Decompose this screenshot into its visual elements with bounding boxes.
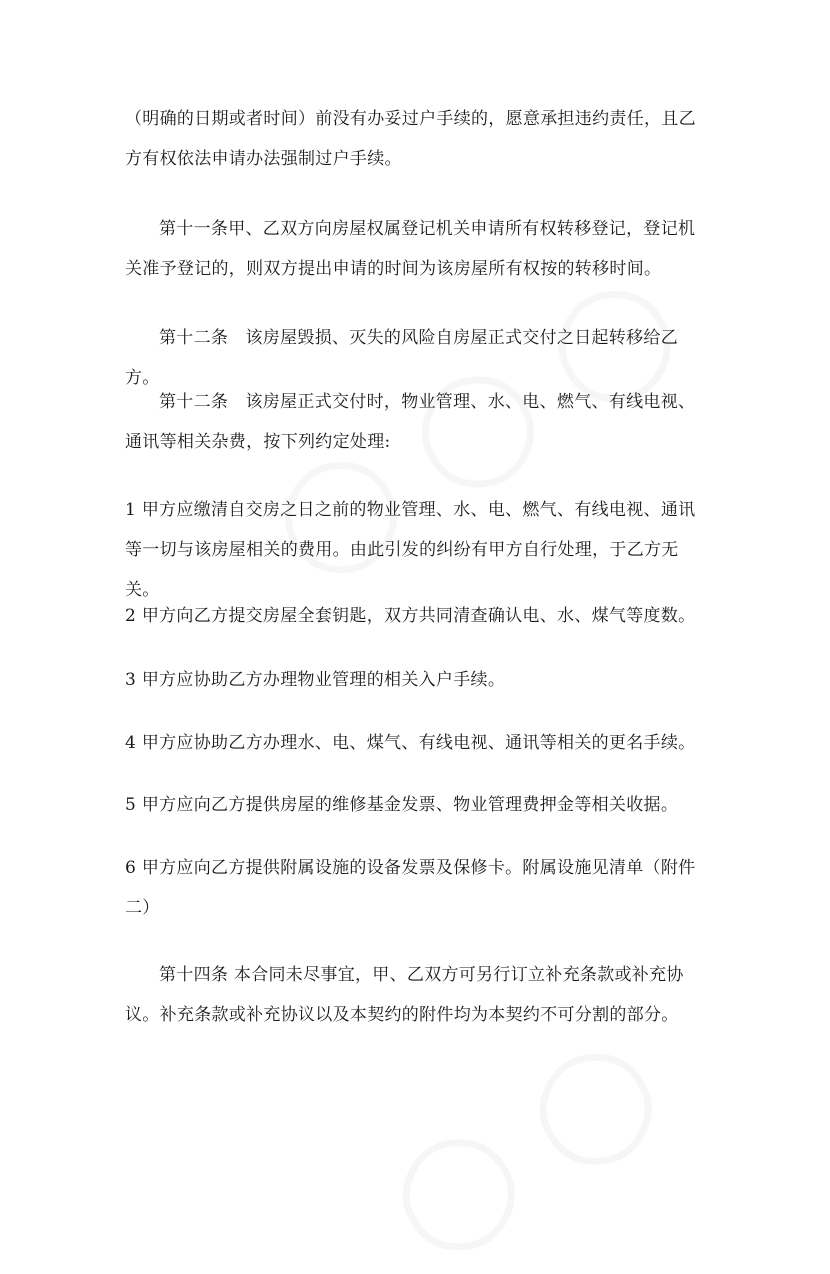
list-item-3: 3 甲方应协助乙方办理物业管理的相关入户手续。 (125, 670, 506, 690)
list-item-5: 5 甲方应向乙方提供房屋的维修基金发票、物业管理费押金等相关收据。 (125, 795, 679, 815)
paragraph-article-12-risk: 第十二条 该房屋毁损、灭失的风险自房屋正式交付之日起转移给乙方。 (125, 328, 678, 388)
paragraph-article-11: 第十一条甲、乙双方向房屋权属登记机关申请所有权转移登记，登记机关准予登记的，则双方提出申请的时间为该房屋所有权按的转移时间。 (125, 219, 696, 279)
paragraph-transfer-deadline: （明确的日期或者时间）前没有办妥过户手续的，愿意承担违约责任，且乙方有权依法申请办法强制过户手续。 (125, 109, 696, 169)
paragraph-article-14: 第十四条 本合同未尽事宜，甲、乙双方可另行订立补充条款或补充协议。补充条款或补充协议以及本契约的附件均为本契约不可分割的部分。 (125, 965, 684, 1025)
list-item-1: 1 甲方应缴清自交房之日之前的物业管理、水、电、燃气、有线电视、通讯等一切与该房屋相关的费用。由此引发的纠纷有甲方自行处理，于乙方无关。 (125, 500, 696, 600)
paragraph-article-12-fees: 第十二条 该房屋正式交付时，物业管理、水、电、燃气、有线电视、通讯等相关杂费，按下列约定处理: (125, 392, 696, 452)
list-item-6: 6 甲方应向乙方提供附属设施的设备发票及保修卡。附属设施见清单（附件二） (125, 858, 696, 918)
list-item-4: 4 甲方应协助乙方办理水、电、煤气、有线电视、通讯等相关的更名手续。 (125, 733, 696, 753)
watermark-logo (368, 1014, 677, 1273)
list-item-2: 2 甲方向乙方提交房屋全套钥匙，双方共同清查确认电、水、煤气等度数。 (125, 606, 696, 626)
